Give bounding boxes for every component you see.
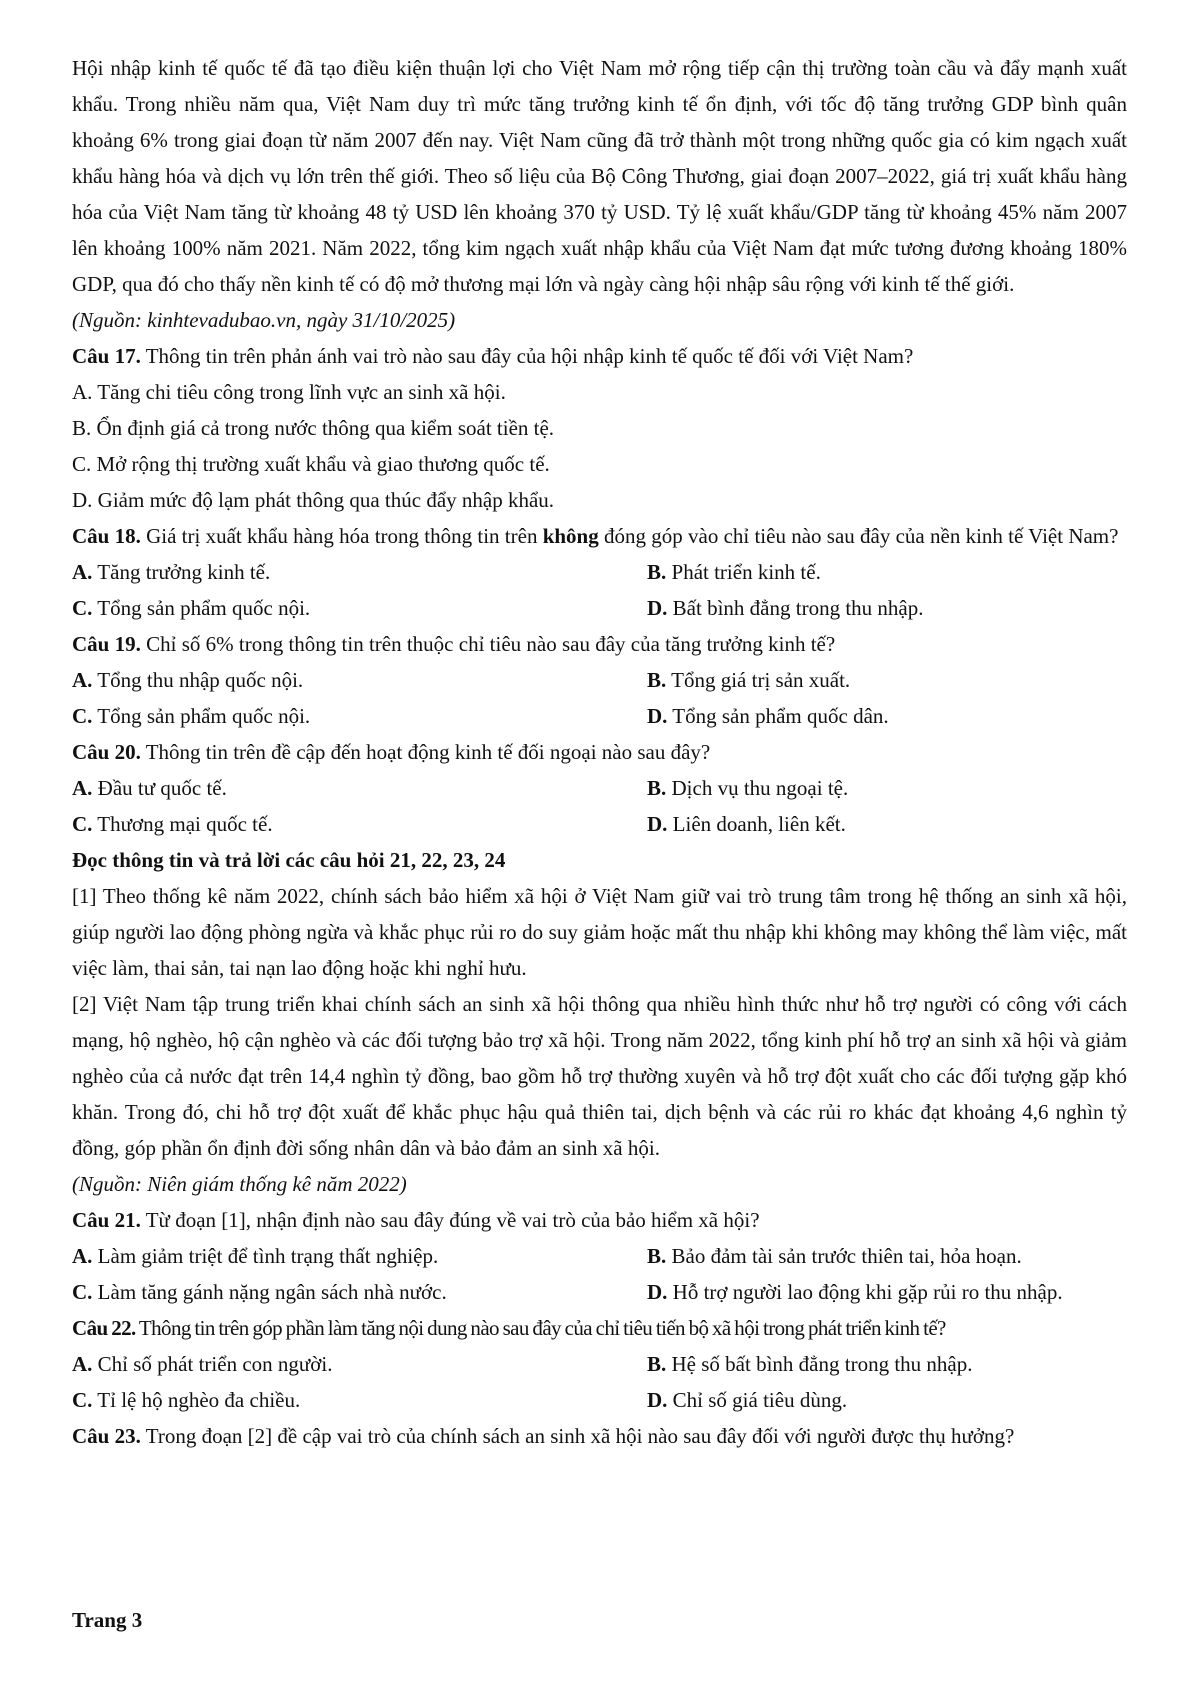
- source-2: (Nguồn: Niên giám thống kê năm 2022): [72, 1172, 407, 1196]
- passage-1: Hội nhập kinh tế quốc tế đã tạo điều kiện thuận lợi cho Việt Nam mở rộng tiếp cận thị trường toàn cầu và đẩy mạnh xuất khẩu. Trong nhiều năm qua, Việt Nam duy trì mức tăng trưởng kinh tế ổn định, với tốc độ tăng trưởng GDP bình quân khoảng 6% trong giai đoạn từ năm 2007 đến nay. Việt Nam cũng đã trở thành một trong những quốc gia có kim ngạch xuất khẩu hàng hóa và dịch vụ lớn trên thế giới. Theo số liệu của Bộ Công Thương, giai đoạn 2007–2022, giá trị xuất khẩu hàng hóa của Việt Nam tăng từ khoảng 48 tỷ USD lên khoảng 370 tỷ USD. Tỷ lệ xuất khẩu/GDP tăng từ khoảng 45% năm 2007 lên khoảng 100% năm 2021. Năm 2022, tổng kim ngạch xuất nhập khẩu của Việt Nam đạt mức tương đương khoảng 180% GDP, qua đó cho thấy nền kinh tế có độ mở thương mại lớn và ngày càng hội nhập sâu rộng với kinh tế thế giới.: [72, 56, 1127, 296]
- question-22-options-row-1: [72, 1346, 1127, 1382]
- question-21-text: Từ đoạn [1], nhận định nào sau đây đúng về vai trò của bảo hiểm xã hội?: [140, 1208, 760, 1232]
- question-18-emphasis: không: [542, 524, 599, 548]
- question-18: [72, 518, 1127, 554]
- question-20-text: Thông tin trên đề cập đến hoạt động kinh tế đối ngoại nào sau đây?: [140, 740, 711, 764]
- paragraph-1: [1] Theo thống kê năm 2022, chính sách bảo hiểm xã hội ở Việt Nam giữ vai trò trung tâm trong hệ thống an sinh xã hội, giúp người lao động phòng ngừa và khắc phục rủi ro do suy giảm hoặc mất thu nhập khi không may không thể làm việc, mất việc làm, thai sản, tai nạn lao động hoặc khi nghỉ hưu.: [72, 884, 1127, 980]
- page-number: Trang 3: [72, 1608, 143, 1632]
- question-23-number: Câu 23.: [72, 1424, 141, 1448]
- question-18-options-row-1: [72, 554, 1127, 590]
- question-23: [72, 1418, 1127, 1454]
- question-22-option-a: A. Chỉ số phát triển con người.: [72, 1352, 333, 1376]
- question-20: [72, 734, 1127, 770]
- question-22-option-d: D. Chỉ số giá tiêu dùng.: [647, 1388, 848, 1412]
- question-18-text-after: đóng góp vào chỉ tiêu nào sau đây của nền kinh tế Việt Nam?: [598, 524, 1119, 548]
- question-17: [72, 338, 1127, 374]
- question-18-number: Câu 18.: [72, 524, 141, 548]
- question-21-number: Câu 21.: [72, 1208, 141, 1232]
- question-20-option-c: C. Thương mại quốc tế.: [72, 812, 273, 836]
- paragraph-2: [2] Việt Nam tập trung triển khai chính sách an sinh xã hội thông qua nhiều hình thức như hỗ trợ người có công với cách mạng, hộ nghèo, hộ cận nghèo và các đối tượng bảo trợ xã hội. Trong năm 2022, tổng kinh phí hỗ trợ an sinh xã hội và giảm nghèo của cả nước đạt trên 14,4 nghìn tỷ đồng, bao gồm hỗ trợ thường xuyên và hỗ trợ đột xuất cho các đối tượng gặp khó khăn. Trong đó, chi hỗ trợ đột xuất để khắc phục hậu quả thiên tai, dịch bệnh và các rủi ro khác đạt khoảng 4,6 nghìn tỷ đồng, góp phần ổn định đời sống nhân dân và bảo đảm an sinh xã hội.: [72, 992, 1127, 1160]
- question-19-text: Chỉ số 6% trong thông tin trên thuộc chỉ tiêu nào sau đây của tăng trưởng kinh tế?: [140, 632, 836, 656]
- question-18-option-b: B. Phát triển kinh tế.: [647, 560, 821, 584]
- question-18-text-before: Giá trị xuất khẩu hàng hóa trong thông tin trên: [140, 524, 543, 548]
- question-17-option-d: D. Giảm mức độ lạm phát thông qua thúc đẩy nhập khẩu.: [72, 488, 555, 512]
- question-22-option-b: B. Hệ số bất bình đẳng trong thu nhập.: [647, 1352, 973, 1376]
- question-19-option-a: A. Tổng thu nhập quốc nội.: [72, 668, 304, 692]
- question-22-option-c: C. Tỉ lệ hộ nghèo đa chiều.: [72, 1388, 301, 1412]
- question-20-option-b: B. Dịch vụ thu ngoại tệ.: [647, 776, 849, 800]
- question-21-option-b: B. Bảo đảm tài sản trước thiên tai, hỏa hoạn.: [647, 1244, 1022, 1268]
- question-17-text: Thông tin trên phản ánh vai trò nào sau đây của hội nhập kinh tế quốc tế đối với Việt Nam?: [140, 344, 914, 368]
- question-21-option-c: C. Làm tăng gánh nặng ngân sách nhà nước.: [72, 1280, 447, 1304]
- question-17-option-c: C. Mở rộng thị trường xuất khẩu và giao thương quốc tế.: [72, 452, 550, 476]
- question-20-option-a: A. Đầu tư quốc tế.: [72, 776, 227, 800]
- exam-page: [72, 50, 1127, 1454]
- question-19-number: Câu 19.: [72, 632, 141, 656]
- question-22-number: Câu 22.: [72, 1316, 136, 1340]
- question-18-option-d: D. Bất bình đẳng trong thu nhập.: [647, 596, 924, 620]
- question-19-option-b: B. Tổng giá trị sản xuất.: [647, 668, 851, 692]
- question-23-text: Trong đoạn [2] đề cập vai trò của chính sách an sinh xã hội nào sau đây đối với người được thụ hưởng?: [140, 1424, 1015, 1448]
- question-18-option-c: C. Tổng sản phẩm quốc nội.: [72, 596, 311, 620]
- question-18-option-a: A. Tăng trưởng kinh tế.: [72, 560, 271, 584]
- question-17-option-a: A. Tăng chi tiêu công trong lĩnh vực an sinh xã hội.: [72, 380, 506, 404]
- section-heading: Đọc thông tin và trả lời các câu hỏi 21, 22, 23, 24: [72, 848, 506, 872]
- question-19-options-row-1: [72, 662, 1127, 698]
- question-21-options-row-2: [72, 1274, 1127, 1310]
- question-22-text: Thông tin trên góp phần làm tăng nội dung nào sau đây của chỉ tiêu tiến bộ xã hội trong phát triển kinh tế?: [135, 1316, 946, 1340]
- question-21-option-a: A. Làm giảm triệt để tình trạng thất nghiệp.: [72, 1244, 439, 1268]
- question-18-options-row-2: [72, 590, 1127, 626]
- question-19-options-row-2: [72, 698, 1127, 734]
- question-22-options-row-2: [72, 1382, 1127, 1418]
- question-21: [72, 1202, 1127, 1238]
- question-19-option-c: C. Tổng sản phẩm quốc nội.: [72, 704, 311, 728]
- question-21-options-row-1: [72, 1238, 1127, 1274]
- question-19-option-d: D. Tổng sản phẩm quốc dân.: [647, 704, 889, 728]
- question-20-options-row-1: [72, 770, 1127, 806]
- question-21-option-d: D. Hỗ trợ người lao động khi gặp rủi ro thu nhập.: [647, 1280, 1063, 1304]
- question-20-option-d: D. Liên doanh, liên kết.: [647, 812, 846, 836]
- question-19: [72, 626, 1127, 662]
- question-17-option-b: B. Ổn định giá cả trong nước thông qua kiểm soát tiền tệ.: [72, 416, 555, 440]
- question-17-number: Câu 17.: [72, 344, 141, 368]
- question-20-number: Câu 20.: [72, 740, 141, 764]
- question-22: [72, 1310, 1127, 1346]
- question-20-options-row-2: [72, 806, 1127, 842]
- source-1: (Nguồn: kinhtevadubao.vn, ngày 31/10/2025): [72, 308, 456, 332]
